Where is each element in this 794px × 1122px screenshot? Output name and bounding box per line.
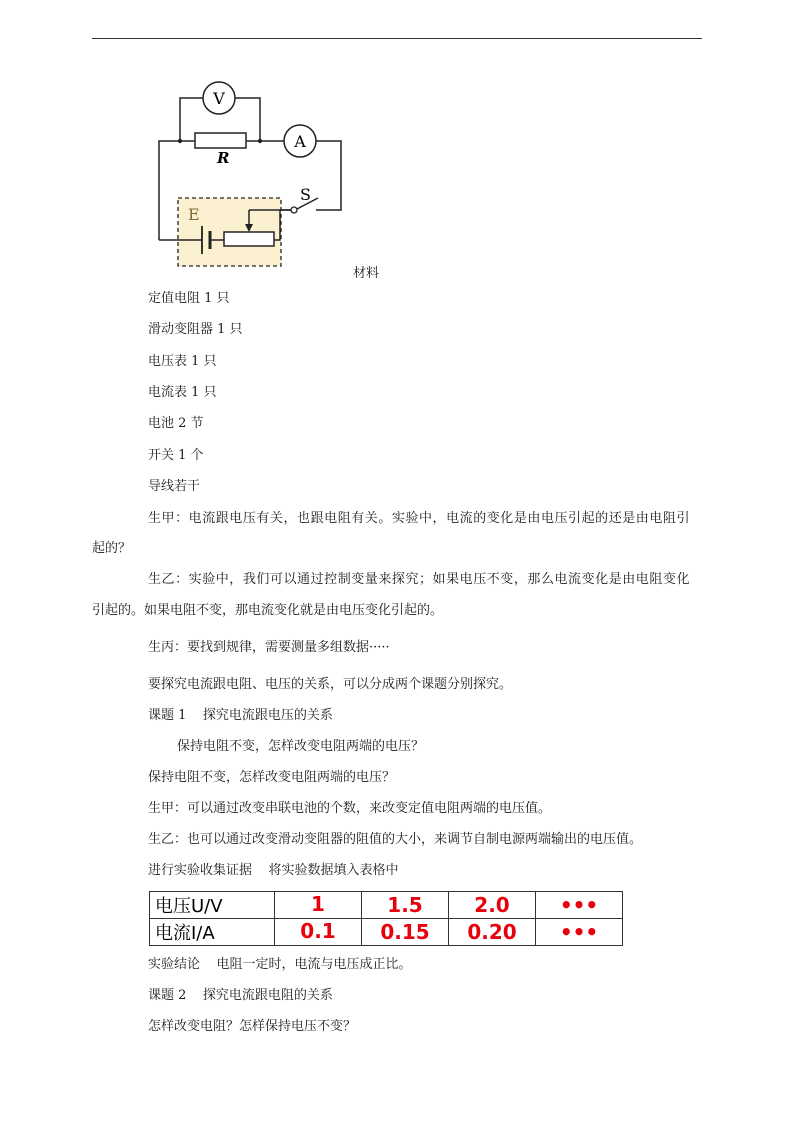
topic1-question: 保持电阻不变，怎样改变电阻两端的电压？ [148,770,396,785]
voltage-value: 1 [275,892,362,919]
current-value: 0.20 [449,919,536,946]
topic1-student-jia: 生甲：可以通过改变串联电池的个数，来改变定值电阻两端的电压值。 [148,801,552,816]
table-row-voltage [150,892,623,919]
resistor-icon [195,133,246,148]
student-yi-text-cont: 引起的。如果电阻不变，那电流变化就是由电压变化引起的。 [92,603,444,618]
table-row-current [150,919,623,946]
material-item: 电压表 1 只 [148,354,217,369]
topic2-title: 课题 2 探究电流跟电阻的关系 [148,988,333,1003]
circuit-caption: 材料 [353,266,380,281]
student-jia-text: 生甲：电流跟电压有关，也跟电阻有关。实验中，电流的变化是由电压引起的还是由电阻引 [148,511,691,526]
current-value: ••• [536,919,623,946]
current-value: 0.1 [275,919,362,946]
current-header: 电流I/A [150,919,275,946]
material-item: 定值电阻 1 只 [148,291,230,306]
plan-text: 要探究电流跟电阻、电压的关系，可以分成两个课题分别探究。 [148,677,513,692]
material-item: 导线若干 [148,479,201,494]
material-item: 电池 2 节 [148,416,204,431]
material-item: 开关 1 个 [148,448,204,463]
current-value: 0.15 [362,919,449,946]
header-rule [92,38,702,39]
circuit-diagram [150,74,390,274]
data-table [149,891,623,946]
topic1-question-indented: 保持电阻不变，怎样改变电阻两端的电压？ [177,739,425,754]
source-label: E [188,205,200,224]
voltage-value: 2.0 [449,892,536,919]
switch-label: S [300,185,311,204]
material-item: 电流表 1 只 [148,385,217,400]
voltage-value: ••• [536,892,623,919]
student-jia-text-cont: 起的？ [92,541,132,556]
topic2-question: 怎样改变电阻？怎样保持电压不变？ [148,1019,357,1034]
resistor-label: R [217,149,230,167]
student-yi-text: 生乙：实验中，我们可以通过控制变量来探究；如果电压不变，那么电流变化是由电阻变化 [148,572,691,587]
conclusion-text: 实验结论 电阻一定时，电流与电压成正比。 [148,957,412,972]
topic1-title: 课题 1 探究电流跟电压的关系 [148,708,333,723]
voltage-header: 电压U/V [150,892,275,919]
student-bing-text: 生丙：要找到规律，需要测量多组数据····· [148,640,390,655]
voltmeter-label: V [213,89,225,108]
material-item: 滑动变阻器 1 只 [148,322,243,337]
rheostat-icon [224,232,274,246]
ammeter-label: A [294,132,306,151]
switch-icon [291,207,297,213]
collect-evidence-text: 进行实验收集证据 将实验数据填入表格中 [148,863,399,878]
topic1-student-yi: 生乙：也可以通过改变滑动变阻器的阻值的大小，来调节自制电源两端输出的电压值。 [148,832,643,847]
voltage-value: 1.5 [362,892,449,919]
